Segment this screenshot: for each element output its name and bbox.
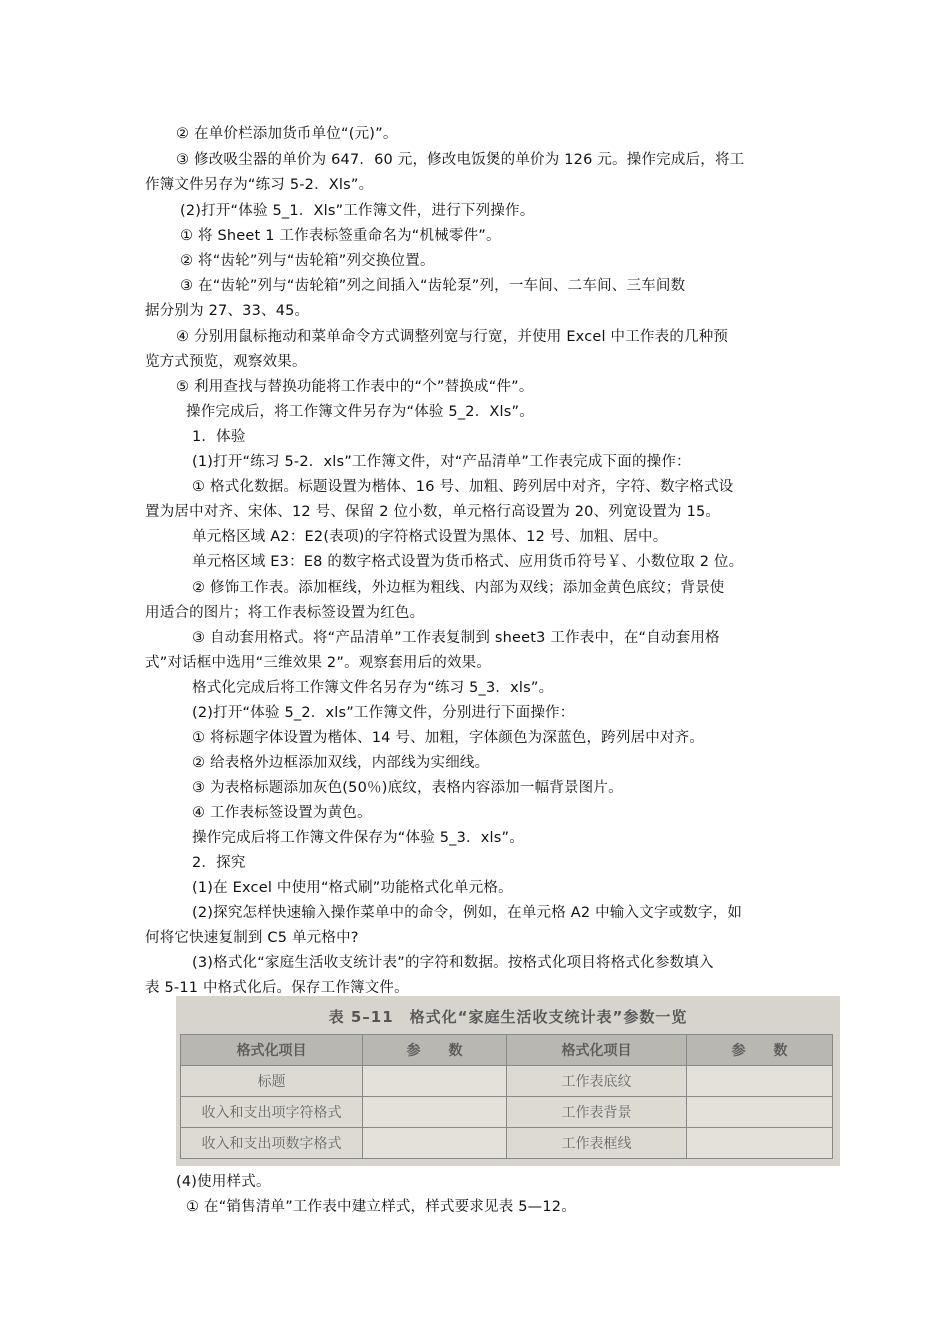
table-row [181,1097,833,1128]
text-line: ② 给表格外边框添加双线，内部线为实细线。 [192,755,490,771]
text-line: (2)打开“体验 5_2．xls”工作簿文件，分别进行下面操作： [192,705,575,721]
table-row [181,1128,833,1159]
text-line: ③ 自动套用格式。将“产品清单”工作表复制到 sheet3 工作表中，在“自动套用格 [192,630,720,646]
text-line: (1)打开“练习 5-2．xls”工作簿文件，对“产品清单”工作表完成下面的操作： [192,454,691,470]
table-cell: 收入和支出项数字格式 [181,1128,363,1159]
table-header-cell: 格式化项目 [507,1035,687,1066]
table-cell [687,1128,833,1159]
table-header-cell: 参 数 [363,1035,507,1066]
table-cell: 标题 [181,1066,363,1097]
table-cell: 工作表底纹 [507,1066,687,1097]
text-line: ④ 工作表标签设置为黄色。 [192,805,372,821]
text-line: 单元格区域 A2：E2(表项)的字符格式设置为黑体、12 号、加粗、居中。 [192,529,668,545]
text-line: 操作完成后将工作簿文件保存为“体验 5_3．xls”。 [192,830,524,846]
text-line: ② 修饰工作表。添加框线，外边框为粗线、内部为双线；添加金黄色底纹；背景使 [192,580,725,596]
text-line: 置为居中对齐、宋体、12 号、保留 2 位小数，单元格行高设置为 20、列宽设置为 15。 [145,504,721,520]
parameter-table [180,1034,833,1159]
text-line: 何将它快速复制到 C5 单元格中? [145,930,359,946]
text-line: 览方式预览，观察效果。 [145,354,307,370]
table-cell [363,1066,507,1097]
text-line: (4)使用样式。 [176,1174,271,1190]
table-header-row [181,1035,833,1066]
text-line: ③ 在“齿轮”列与“齿轮箱”列之间插入“齿轮泵”列，一车间、二车间、三车间数 [180,278,686,294]
text-line: ③ 修改吸尘器的单价为 647．60 元，修改电饭煲的单价为 126 元。操作完成后，将工 [176,152,745,168]
text-line: ① 在“销售清单”工作表中建立样式，样式要求见表 5—12。 [186,1199,576,1215]
text-line: 表 5-11 中格式化后。保存工作簿文件。 [145,980,409,996]
table-cell [363,1128,507,1159]
text-line: ① 格式化数据。标题设置为楷体、16 号、加粗、跨列居中对齐，字符、数字格式设 [192,479,734,495]
text-line: ③ 为表格标题添加灰色(50％)底纹，表格内容添加一幅背景图片。 [192,780,623,796]
table-row [181,1066,833,1097]
text-line: (2)打开“体验 5_1．Xls”工作簿文件，进行下列操作。 [180,203,535,219]
table-cell: 工作表框线 [507,1128,687,1159]
table-cell [687,1066,833,1097]
table-header-cell: 格式化项目 [181,1035,363,1066]
table-cell: 收入和支出项字符格式 [181,1097,363,1128]
table-cell [687,1097,833,1128]
section-heading: 1．体验 [192,429,246,445]
text-line: ② 在单价栏添加货币单位“(元)”。 [176,126,398,142]
text-line: 操作完成后，将工作簿文件另存为“体验 5_2．Xls”。 [186,404,534,420]
text-line: (2)探究怎样快速输入操作菜单中的命令，例如，在单元格 A2 中输入文字或数字，如 [192,905,743,921]
table-header-cell: 参 数 [687,1035,833,1066]
text-line: ④ 分别用鼠标拖动和菜单命令方式调整列宽与行宽，并使用 Excel 中工作表的几种预 [176,329,729,345]
text-line: 用适合的图片；将工作表标签设置为红色。 [145,605,425,621]
text-line: (1)在 Excel 中使用“格式刷”功能格式化单元格。 [192,880,513,896]
text-line: 单元格区域 E3：E8 的数字格式设置为货币格式、应用货币符号￥、小数位取 2 位。 [192,554,744,570]
text-line: 据分别为 27、33、45。 [145,303,310,319]
table-5-11-image [176,996,840,1166]
text-line: (3)格式化“家庭生活收支统计表”的字符和数据。按格式化项目将格式化参数填入 [192,955,714,971]
section-heading: 2．探究 [192,855,246,871]
text-line: 格式化完成后将工作簿文件名另存为“练习 5_3．xls”。 [192,680,554,696]
table-caption: 表 5–11 格式化“家庭生活收支统计表”参数一览 [328,1008,688,1026]
text-line: ② 将“齿轮”列与“齿轮箱”列交换位置。 [180,253,435,269]
table-cell [363,1097,507,1128]
text-line: ① 将标题字体设置为楷体、14 号、加粗，字体颜色为深蓝色，跨列居中对齐。 [192,730,705,746]
text-line: ① 将 Sheet 1 工作表标签重命名为“机械零件”。 [180,228,501,244]
text-line: 式”对话框中选用“三维效果 2”。观察套用后的效果。 [145,655,492,671]
text-line: 作簿文件另存为“练习 5-2．Xls”。 [145,177,374,193]
text-line: ⑤ 利用查找与替换功能将工作表中的“个”替换成“件”。 [176,379,534,395]
table-cell: 工作表背景 [507,1097,687,1128]
